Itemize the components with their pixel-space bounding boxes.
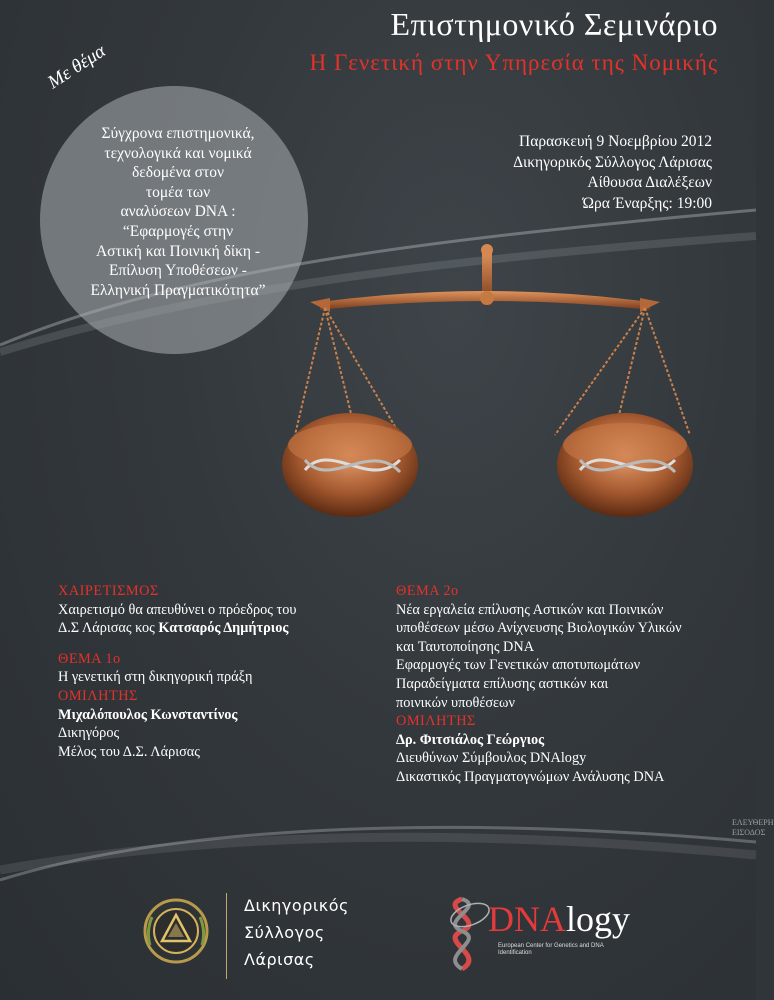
topic-line: Αστική και Ποινική δίκη - (95, 242, 261, 260)
dnalogy-dna: DNA (488, 899, 566, 939)
speaker1-role: Δικηγόρος (58, 725, 120, 742)
topic2-line: Εφαρμογές των Γενετικών αποτυπωμάτων (396, 657, 641, 674)
assoc-line: Σύλλογος (244, 923, 325, 942)
topic-label: Με θέμα (44, 40, 110, 94)
topic2-line: ποινικών υποθέσεων (396, 694, 515, 711)
topic-line: δεδομένα στον (131, 164, 225, 182)
event-time: Ώρα Έναρξης: 19:00 (582, 194, 712, 212)
topic2-heading: ΘΕΜΑ 2ο (396, 583, 459, 599)
event-details (513, 132, 712, 214)
bar-association-name (244, 892, 349, 973)
topic-line: Επίλυση Υποθέσεων - (109, 262, 247, 280)
topic2-line: υποθέσεων μέσω Ανίχνευσης Βιολογικών Υλικών (396, 620, 682, 637)
speaker2-name: Δρ. Φιτσιάλος Γεώργιος (396, 731, 545, 748)
topic1-heading: ΘΕΜΑ 1ο (58, 650, 121, 667)
poster-title: Επιστημονικό Σεμινάριο (390, 6, 718, 42)
program-left-column (58, 582, 388, 761)
free-entry-vertical: ΕΛΕΥΘΕΡΗ ΕΙΣΟΔΟΣ (732, 818, 774, 837)
speaker1-heading: ΟΜΙΛΗΤΗΣ (58, 687, 138, 704)
event-date: Παρασκευή 9 Νοεμβρίου 2012 (519, 133, 712, 150)
speaker2-heading: ΟΜΙΛΗΤΗΣ (396, 713, 476, 730)
topic2-line: και Ταυτοποίησης DNA (396, 638, 535, 655)
greeting-line (58, 619, 388, 638)
dnalogy-helix-icon (432, 893, 492, 973)
event-venue: Δικηγορικός Σύλλογος Λάρισας (513, 153, 712, 171)
greeting-line: Χαιρετισμό θα απευθύνει ο πρόεδρος του (58, 601, 297, 618)
dnalogy-tagline: European Center for Genetics and DNA Identification (498, 943, 604, 956)
dnalogy-wordmark (488, 898, 630, 940)
topic2-line: Παραδείγματα επίλυσης αστικών και (396, 675, 609, 692)
greeting-prefix: Δ.Σ Λάρισας κος (58, 620, 159, 637)
assoc-line: Λάρισας (244, 950, 315, 969)
topic-line: αναλύσεων DNA : (120, 203, 236, 221)
greeting-heading: ΧΑΙΡΕΤΙΣΜΟΣ (58, 583, 159, 599)
program-right-column (396, 582, 736, 787)
speaker2-role: Διευθύνων Σύμβουλος DNAlogy (396, 750, 587, 767)
dnalogy-logy: logy (566, 899, 631, 939)
speaker1-name: Μιχαλόπουλος Κωνσταντίνος (58, 706, 238, 723)
topic2-line: Νέα εργαλεία επίλυσης Αστικών και Ποινικών (396, 601, 664, 618)
topic-line: Ελληνική Πραγματικότητα” (90, 281, 266, 299)
footer-divider (226, 893, 227, 979)
bar-association-emblem-icon (140, 895, 212, 967)
topic-line: “Εφαρμογές στην (122, 222, 234, 240)
topic-line: τεχνολογικά και νομικά (104, 144, 252, 162)
topic1-text: Η γενετική στη δικηγορική πράξη (58, 669, 253, 686)
president-name: Κατσαρός Δημήτριος (158, 620, 289, 637)
event-room: Αίθουσα Διαλέξεων (587, 174, 712, 191)
justice-scale-illustration (250, 240, 730, 570)
poster-subtitle: Η Γενετική στην Υπηρεσία της Νομικής (309, 50, 718, 75)
speaker1-role: Μέλος του Δ.Σ. Λάρισας (58, 743, 200, 760)
speaker2-role: Δικαστικός Πραγματογνώμων Ανάλυσης DNA (396, 768, 665, 785)
topic-line: τομέα των (145, 183, 211, 201)
topic-line: Σύγχρονα επιστημονικά, (101, 125, 255, 142)
assoc-line: Δικηγορικός (244, 896, 349, 915)
